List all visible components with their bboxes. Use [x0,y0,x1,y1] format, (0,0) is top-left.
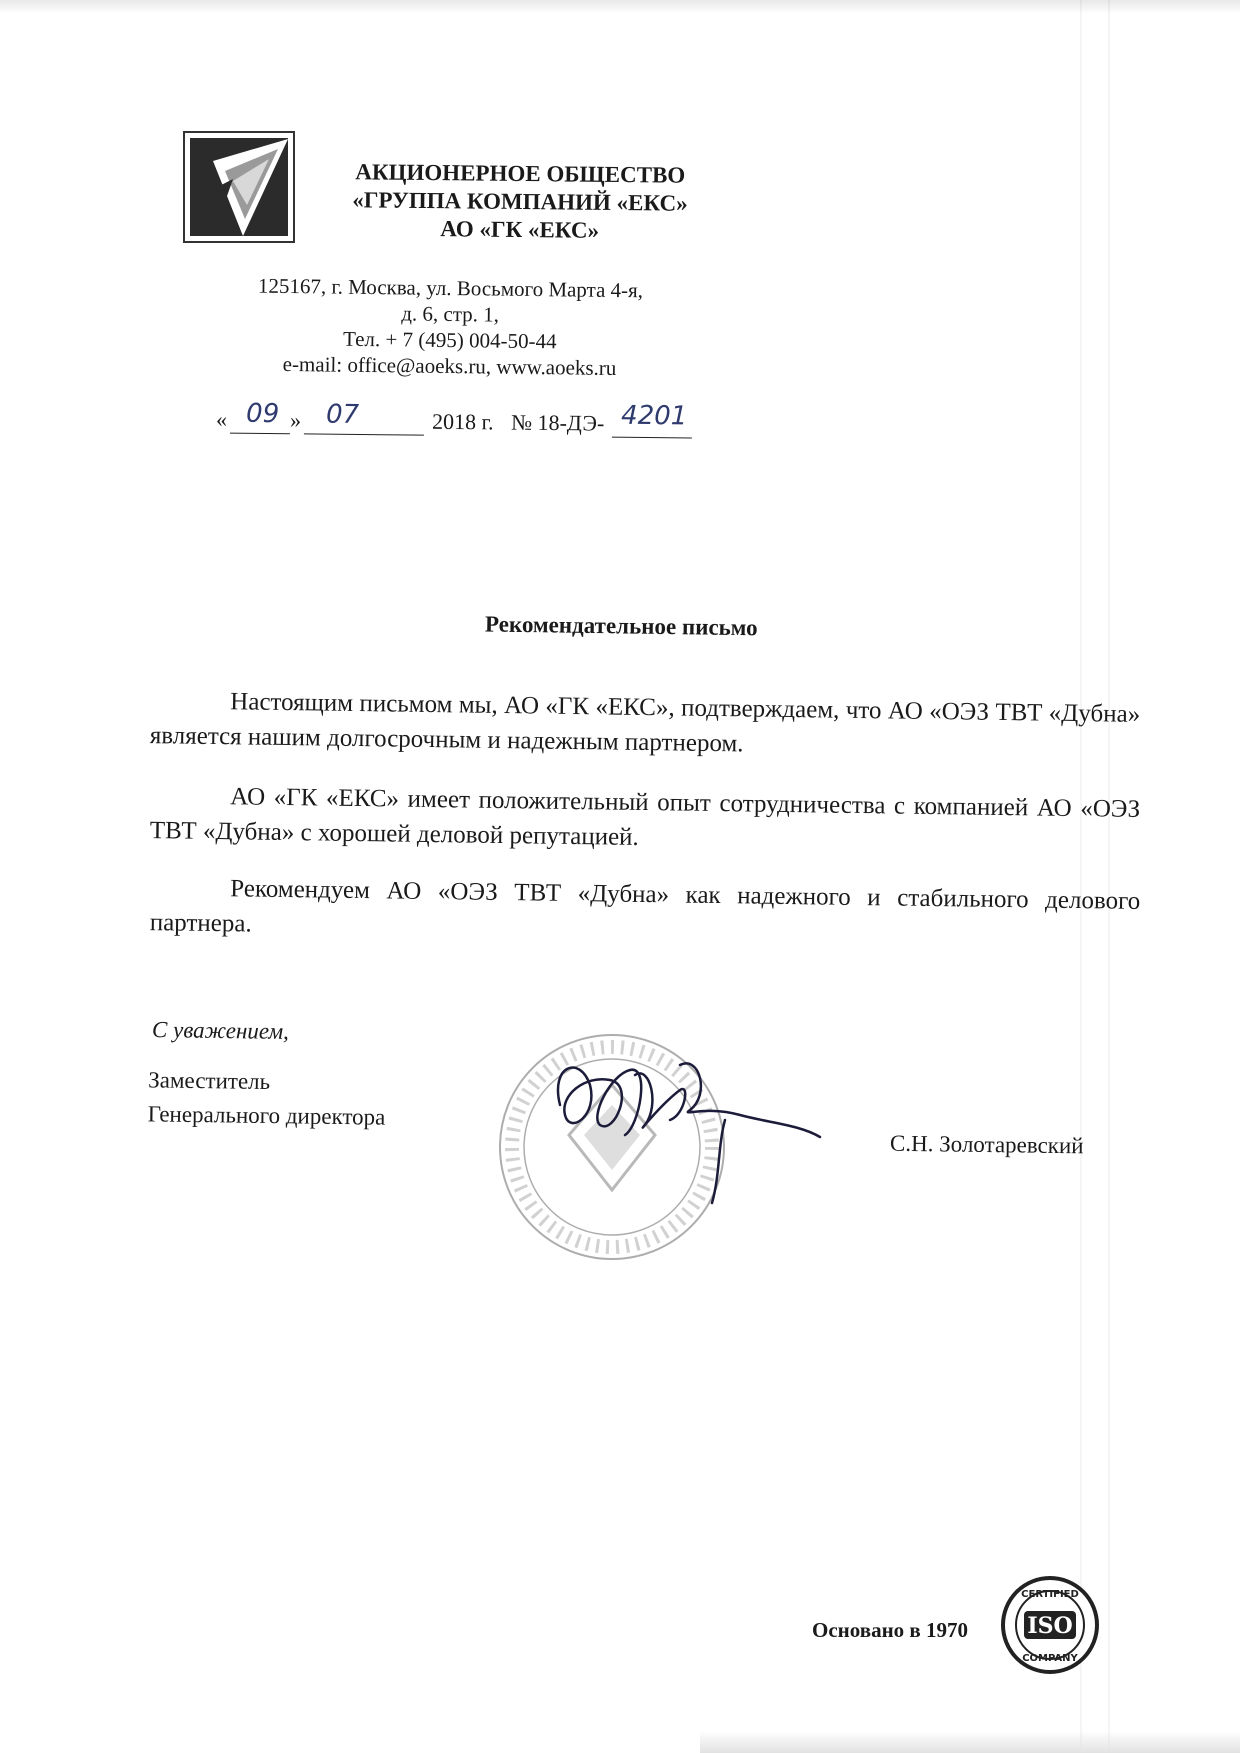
date-open-quote: « [215,406,228,432]
paragraph-1-text: Настоящим письмом мы, АО «ГК «ЕКС», подтверждаем, что АО «ОЭЗ ТВТ «Дубна» является нашим долгосрочным и надежным партнером. [149,688,1141,758]
date-day-handwritten: 09 [245,398,280,430]
phone: Тел. + 7 (495) 004-50-44 [342,326,557,354]
position-line1: Заместитель [148,1067,271,1095]
company-name-line2: «ГРУППА КОМПАНИЙ «ЕКС» [352,187,688,216]
signer-name: С.Н. Золотаревский [889,1130,1084,1159]
letter-title: Рекомендательное письмо [484,611,758,641]
paragraph-3 [150,870,1141,954]
scan-line [1080,0,1082,1753]
date-day-underline [230,433,290,435]
reference-number-prefix: № 18-ДЭ- [510,409,605,436]
paragraph-2-text: АО «ГК «ЕКС» имеет положительный опыт сотрудничества с компанией АО «ОЭЗ ТВТ «Дубна» с хорошей деловой репутацией. [149,783,1141,851]
date-close-quote: » [289,407,302,433]
company-name-short: АО «ГК «ЕКС» [440,216,600,243]
closing-regards: С уважением, [151,1017,290,1044]
scan-shadow-bottom [700,1731,1240,1753]
address-line2: д. 6, стр. 1, [401,301,500,327]
iso-badge-middle-text: ISO [1027,1613,1073,1639]
date-year: 2018 г. [431,408,494,435]
email-web: e-mail: office@aoeks.ru, www.aoeks.ru [282,351,617,381]
company-name-block [330,158,711,246]
signer-position [148,1063,387,1134]
founded-year: Основано в 1970 [812,1618,969,1642]
paragraph-2 [150,778,1141,862]
reference-number-handwritten: 4201 [620,400,688,432]
handwritten-signature [540,1045,840,1205]
reference-line [215,398,696,447]
scan-line [1108,0,1110,1753]
reference-number-underline [612,437,692,439]
iso-badge-bottom-text: COMPANY [1022,1653,1078,1664]
scan-shadow-top [0,0,1240,14]
iso-certified-badge [1000,1575,1100,1675]
iso-badge-top-text: CERTIFIED [1021,1589,1079,1600]
date-month-handwritten: 07 [325,399,360,430]
position-line2: Генерального директора [147,1101,386,1130]
company-name-line1: АКЦИОНЕРНОЕ ОБЩЕСТВО [355,159,686,188]
date-month-underline [304,433,424,435]
paragraph-3-text: Рекомендуем АО «ОЭЗ ТВТ «Дубна» как надежного и стабильного делового партнера. [149,875,1141,938]
company-logo [183,131,295,243]
company-address-block [229,272,670,381]
address-line1: 125167, г. Москва, ул. Восьмого Марта 4-я, [257,273,644,303]
paragraph-1 [150,683,1141,767]
